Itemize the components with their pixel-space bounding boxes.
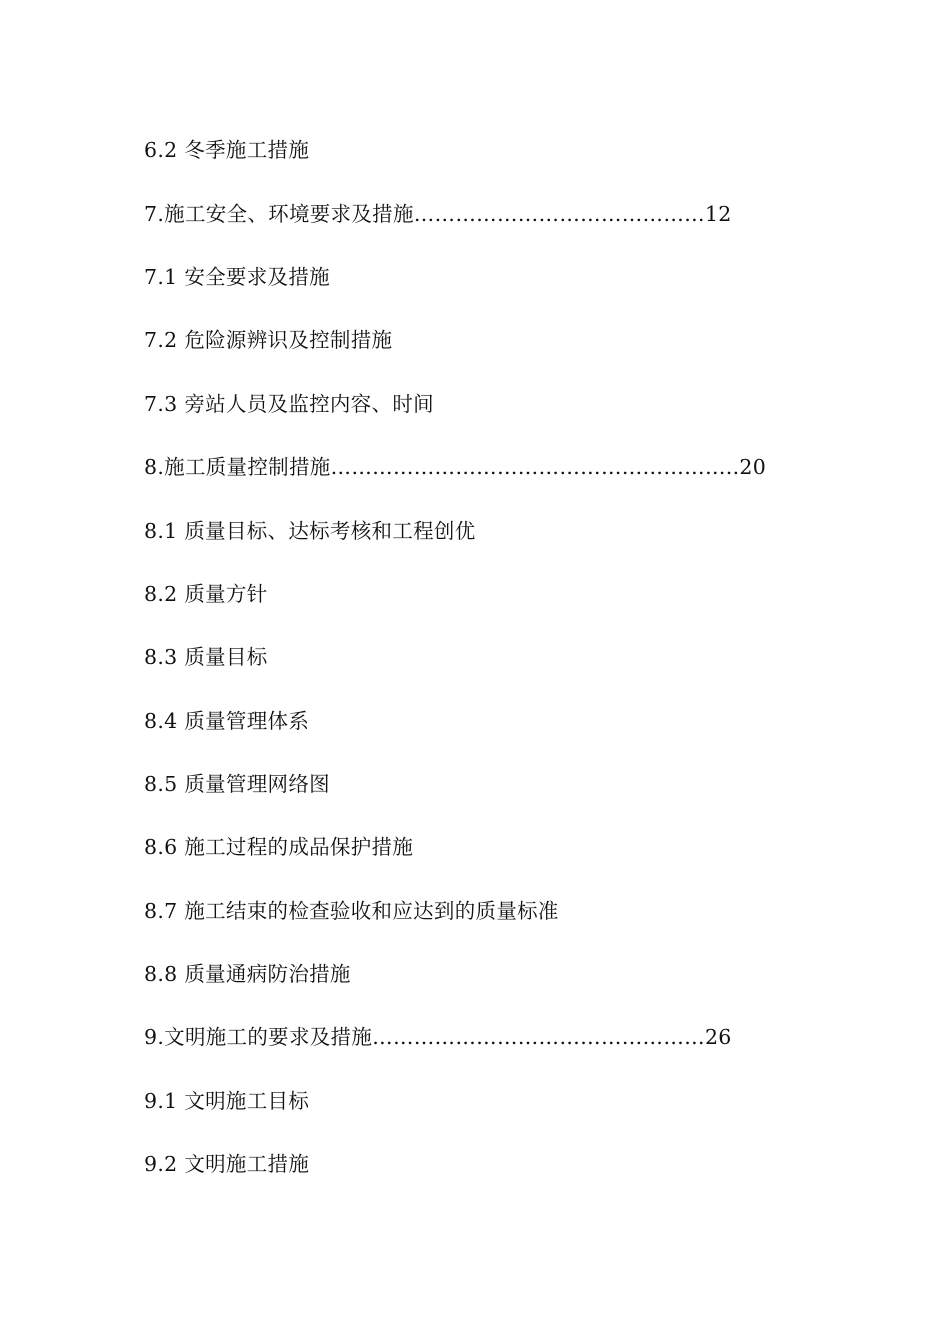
- toc-entry-6-2: 6.2 冬季施工措施: [144, 138, 310, 162]
- toc-entry-9-2: 9.2 文明施工措施: [144, 1152, 310, 1176]
- toc-entry-8-2: 8.2 质量方针: [144, 582, 268, 606]
- toc-entry-8-4: 8.4 质量管理体系: [144, 709, 310, 733]
- toc-entry-8-7: 8.7 施工结束的检查验收和应达到的质量标准: [144, 899, 559, 923]
- toc-entry-9-1: 9.1 文明施工目标: [144, 1089, 310, 1113]
- toc-entry-8-6: 8.6 施工过程的成品保护措施: [144, 835, 414, 859]
- toc-entry-7: 7.施工安全、环境要求及措施……………………………………12: [144, 202, 732, 226]
- toc-entry-7-3: 7.3 旁站人员及监控内容、时间: [144, 392, 434, 416]
- toc-entry-7-1: 7.1 安全要求及措施: [144, 265, 330, 289]
- toc-entry-8-1: 8.1 质量目标、达标考核和工程创优: [144, 519, 476, 543]
- toc-entry-7-2: 7.2 危险源辨识及控制措施: [144, 328, 393, 352]
- toc-entry-8-3: 8.3 质量目标: [144, 645, 268, 669]
- toc-entry-8-5: 8.5 质量管理网络图: [144, 772, 330, 796]
- toc-entry-8-8: 8.8 质量通病防治措施: [144, 962, 351, 986]
- toc-entry-9: 9.文明施工的要求及措施…………………………………………26: [144, 1025, 732, 1049]
- toc-entry-8: 8.施工质量控制措施…………………………………………………..20: [144, 455, 767, 479]
